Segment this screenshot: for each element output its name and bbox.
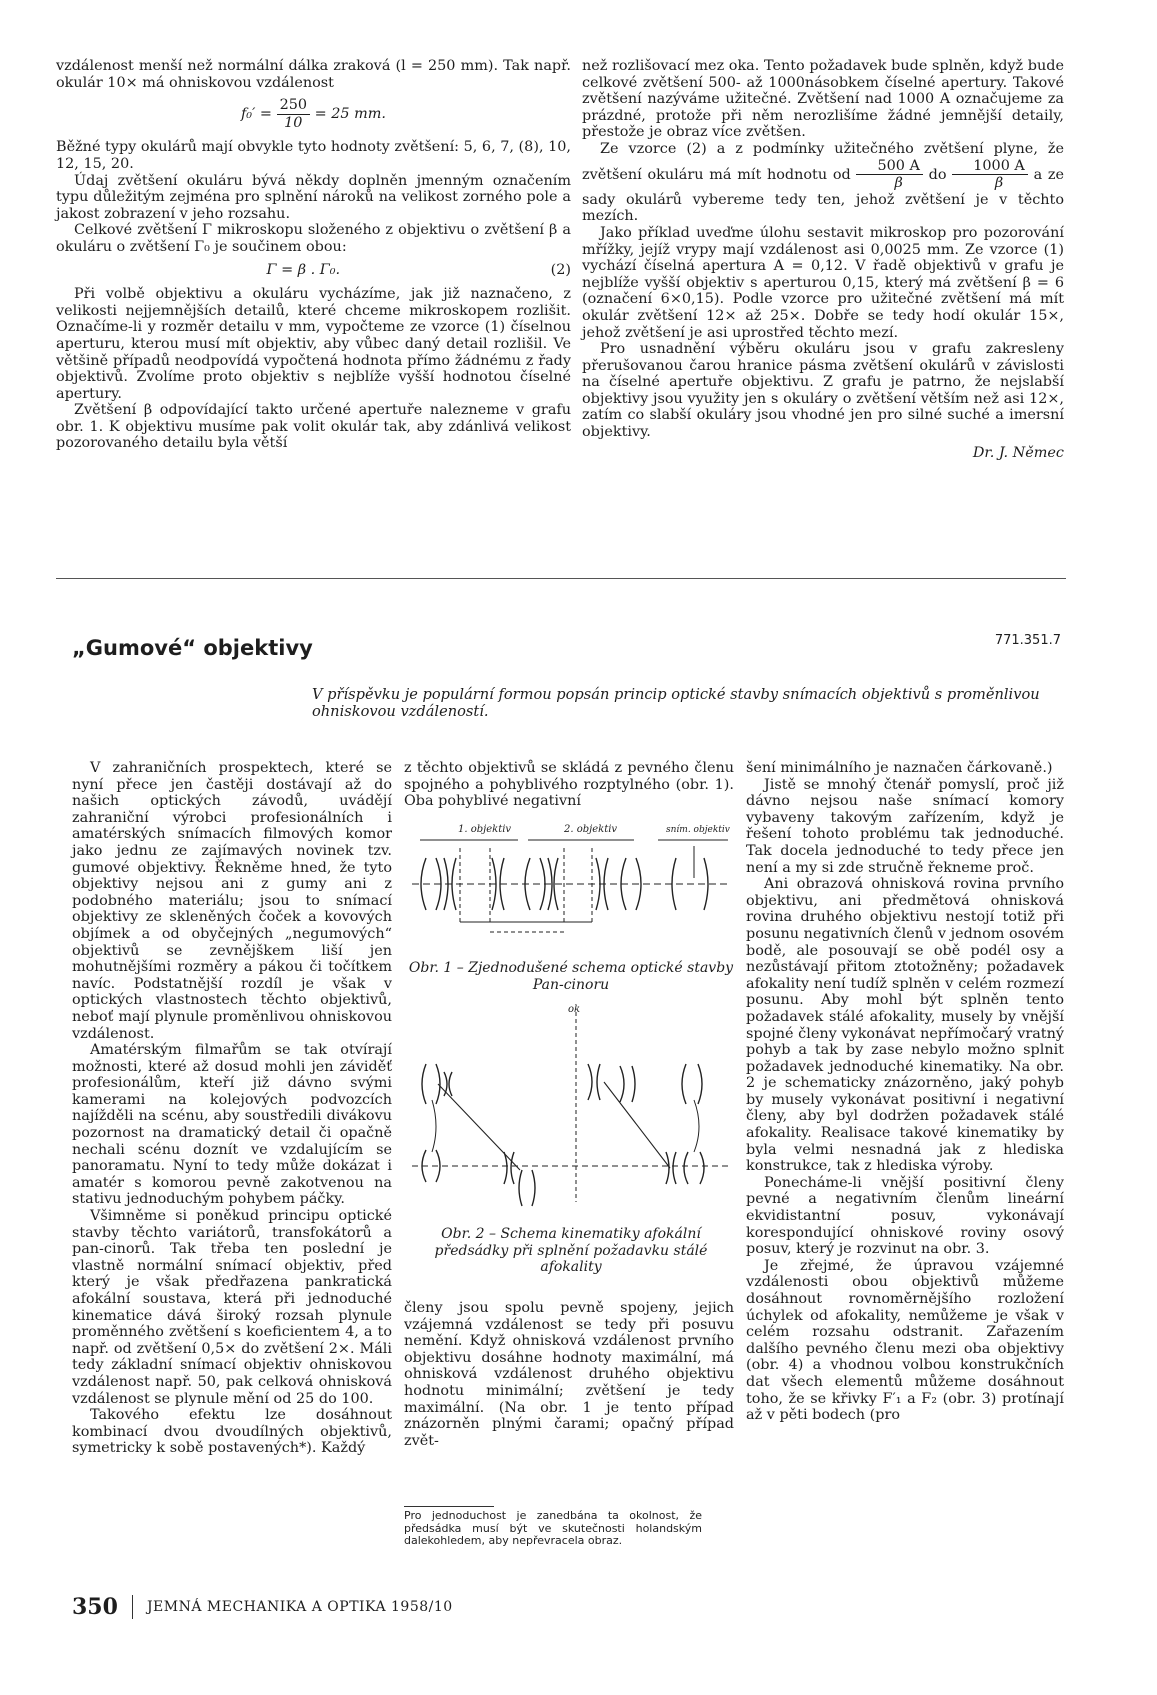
paragraph: členy jsou spolu pevně spojeny, jejich vzájemná vzdálenost se tedy při posuvu nemění. Když ohnisková vzdálenost prvního objektivu dosáhne hodnoty maximální, má ohnisková vzdálenost druhého objektivu hodnotu minimální; zvětšení je tedy maximální. (Na obr. 1 je tento případ znázorněn plnými čarami; opačný případ zvět- bbox=[404, 1300, 734, 1449]
paragraph: Všimněme si poněkud principu optické stavby těchto variátorů, transfokátorů a pan-cinorů. Tak třeba ten poslední je vlastně normální snímací objektiv, před který je však předřazena pankratická afokální soustava, která při jednoduché kinematice dává široký rozsah plynule proměnného zvětšení s koeficientem 4, a to např. od zvětšení 0,5× do zvětšení 2×. Máli tedy základní snímací objektiv ohniskovou vzdálenost např. 50, pak celková ohnisková vzdálenost se plynule mění od 25 do 100. bbox=[72, 1208, 392, 1407]
udc-code: 771.351.7 bbox=[994, 633, 1061, 648]
paragraph: Jistě se mnohý čtenář pomyslí, proč již dávno nejsou naše snímací komory vybaveny takovým zařízením, když je řešení tohoto problému tak jednoduché. Tak docela jednoduché to tedy přece jen není a my si zde stručně řekneme proč. bbox=[746, 776, 1064, 876]
article-abstract: V příspěvku je populární formou popsán princip optické stavby snímacích objektivů s proměnlivou ohniskovou vzdáleností. bbox=[312, 686, 1040, 720]
denominator: 10 bbox=[284, 114, 303, 131]
article-column-2-bottom bbox=[404, 1300, 734, 1449]
footer-divider bbox=[132, 1595, 133, 1619]
paragraph: vzdálenost menší než normální dálka zraková (l = 250 mm). Tak např. okulár 10× má ohniskovou vzdálenost bbox=[56, 58, 571, 91]
figure-2-kinematics-schematic bbox=[408, 1002, 734, 1217]
paragraph: Běžné typy okulárů mají obvykle tyto hodnoty zvětšení: 5, 6, 7, (8), 10, 12, 15, 20. bbox=[56, 139, 571, 172]
formula-lhs: f₀′ = bbox=[240, 106, 272, 123]
figure-1-label-objective-1: 1. objektiv bbox=[458, 824, 512, 835]
article-column-1 bbox=[72, 760, 392, 1457]
paragraph: Amatérským filmařům se tak otvírají možnosti, které až dosud mohli jen záviděť profesionálům, kteří již dávno svými kamerami na kolejových podvozcích najížděli na scénu, aby soustředili divákovu pozornost na dramatický detail či opačně nechali scénu doznít ve vzdalujícím se panoramatu. Nyní to tedy může dokázat i amatér s komorou pevně zakotvenou na stativu jednoduchým pohybem páčky. bbox=[72, 1042, 392, 1208]
top-right-column bbox=[582, 58, 1064, 461]
figure-1-optical-schematic bbox=[408, 818, 734, 953]
figure-2-label: ok bbox=[568, 1004, 581, 1015]
fraction bbox=[952, 158, 1028, 192]
paragraph: Takového efektu lze dosáhnout kombinací dvou dvoudílných objektivů, symetricky k sobě postavených*). Každý bbox=[72, 1407, 392, 1457]
denominator: β bbox=[894, 175, 903, 192]
numerator: 1000 A bbox=[952, 158, 1028, 176]
article-column-3 bbox=[746, 760, 1064, 1424]
footnote-rule bbox=[404, 1506, 494, 1507]
paragraph: Údaj zvětšení okuláru bývá někdy doplněn jmenným označením typu důležitým zejména pro splnění nároků na velikost zorného pole a jakost zobrazení v jeho rozsahu. bbox=[56, 172, 571, 222]
paragraph: z těchto objektivů se skládá z pevného členu spojného a pohyblivého rozptylného (obr. 1). Oba pohyblivé negativní bbox=[404, 760, 734, 810]
paragraph: Je zřejmé, že úpravou vzájemné vzdálenosti obou objektivů můžeme dosáhnout rovnoměrnějšího rozložení úchylek od afokality, nemůžeme je však v celém rozsahu odstranit. Zařazením dalšího pevného členu mezi oba objektivy (obr. 4) a vhodnou volbou konstrukčních dat všech elementů můžeme dosáhnout toho, že se křivky F′₁ a F₂ (obr. 3) protínají až v pěti bodech (pro bbox=[746, 1257, 1064, 1424]
formula-text: Γ = β . Γ₀. bbox=[266, 261, 341, 278]
paragraph: šení minimálního je naznačen čárkovaně.) bbox=[746, 760, 1053, 776]
figure-1-caption: Obr. 1 – Zjednodušené schema optické stavby Pan-cinoru bbox=[408, 960, 734, 993]
article-title: „Gumové“ objektivy bbox=[72, 636, 313, 660]
paragraph: než rozlišovací mez oka. Tento požadavek bude splněn, když bude celkové zvětšení 500- až 1000násobkem číselné apertury. Takové zvětšení nazýváme užitečné. Zvětšení nad 1000 A označujeme za prázdné, protože při něm nerozlišíme žádné jemnější detaily, přestože je obraz více zvětšen. bbox=[582, 58, 1064, 141]
paragraph: Ponecháme-li vnější positivní členy pevné a negativním členům lineární ekvidistantní posuv, vykonávají korespondující ohniskové roviny osový posuv, který je rozvinut na obr. 3. bbox=[746, 1174, 1064, 1258]
paragraph: Ani obrazová ohnisková rovina prvního objektivu, ani předmětová ohnisková rovina druhého objektivu nestojí totiž při posunu negativních členů v jednom osovém bodě, ale posouvají se obě podél osy a nezůstávají přitom ztotožněny; požadavek afokality není tudíž splněn v celém rozmezí posunu. Aby mohl být splněn tento požadavek stálé afokality, musely by vnější spojné členy vykonávat nepřímočarý vratný pohyb a tak by zase nebylo možno splnit požadavek jednoduché kinematiky. Na obr. 2 je schematicky znázorněno, jaký pohyb by musely vykonávat positivní i negativní členy, aby byl dodržen požadavek stálé afokality. Realisace takové kinematiky by byla velmi nesnadná jak z hlediska konstrukce, tak z hlediska výroby. bbox=[746, 876, 1064, 1175]
paragraph: Celkové zvětšení Γ mikroskopu složeného z objektivu o zvětšení β a okuláru o zvětšení Γ₀ je součinem obou: bbox=[56, 222, 571, 255]
section-divider bbox=[56, 578, 1066, 579]
author-signature: Dr. J. Němec bbox=[972, 444, 1064, 461]
fraction bbox=[277, 97, 310, 131]
figure-2-caption: Obr. 2 – Schema kinematiky afokální předsádky při splnění požadavku stálé afokality bbox=[434, 1226, 708, 1275]
paragraph: Jako příklad uveďme úlohu sestavit mikroskop pro pozorování mřížky, jejíž vrypy mají vzdálenost asi 0,0025 mm. Ze vzorce (1) vychází číselná apertura A = 0,12. V řadě objektivů v grafu je nejblíže vyšší objektiv s aperturou 0,15, který má zvětšení β = 6 (označení 6×0,15). Podle vzorce pro užitečné zvětšení má mít okulár zvětšení 12× až 25×. Dobře se tedy hodí okulár 15×, jehož zvětšení je asi uprostřed těchto mezí. bbox=[582, 224, 1064, 341]
fraction-joiner: do bbox=[928, 166, 947, 183]
paragraph: Zvětšení β odpovídající takto určené apertuře nalezneme v grafu obr. 1. K objektivu musíme pak volit okulár tak, aby zdánlivá velikost pozorovaného detailu byla větší bbox=[56, 402, 571, 452]
paragraph-part: Ze vzorce (2) a z podmínky užitečného zvětšení plyne, že zvětšení okuláru má mít hodnotu od bbox=[582, 140, 1064, 183]
top-left-column bbox=[56, 58, 571, 452]
formula-focal-length bbox=[56, 97, 571, 131]
formula-rhs: = 25 mm. bbox=[314, 106, 386, 123]
fraction bbox=[856, 158, 922, 192]
paragraph: Při volbě objektivu a okuláru vycházíme, jak již naznačeno, z velikosti nejjemnějších detailů, které chceme mikroskopem rozlišit. Označíme-li y rozměr detailu v mm, vypočteme ze vzorce (1) číselnou aperturu, kterou musí mít objektiv, aby vůbec daný detail rozlišil. Ve většině případů neodpovídá vypočtená hodnota přímo žádnému z řady objektivů. Zvolíme proto objektiv s nejblíže vyšší hodnotou číselné apertury. bbox=[56, 286, 571, 402]
formula-magnification bbox=[56, 262, 571, 279]
footnote: Pro jednoduchost je zanedbána ta okolnost, že předsádka musí být ve skutečnosti holandským dalekohledem, aby nepřevracela obraz. bbox=[404, 1509, 702, 1547]
journal-title: JEMNÁ MECHANIKA A OPTIKA 1958/10 bbox=[146, 1599, 453, 1615]
paragraph-part: a ze sady okulárů vybereme tedy ten, jehož zvětšení je v těchto mezích. bbox=[582, 166, 1064, 225]
article-column-2-top bbox=[404, 760, 734, 810]
page-footer bbox=[72, 1594, 453, 1620]
figure-1-label-objective-2: 2. objektiv bbox=[564, 824, 618, 835]
numerator: 500 A bbox=[856, 158, 922, 176]
equation-number: (2) bbox=[550, 261, 571, 278]
paragraph: Pro usnadnění výběru okuláru jsou v grafu zakresleny přerušovanou čarou hranice pásma zvětšení okulárů v závislosti na číselné apertuře objektivu. Z grafu je patrno, že nejslabší objektivy jsou využity jen s okuláry o zvětšení větším než asi 12×, zatím co slabší okuláry jsou vhodné jen pro silné suché a imersní objektivy. bbox=[582, 341, 1064, 441]
paragraph bbox=[582, 141, 1064, 225]
numerator: 250 bbox=[277, 97, 310, 115]
page-number: 350 bbox=[72, 1594, 118, 1620]
paragraph: V zahraničních prospektech, které se nyní přece jen častěji dostávají až do našich optických závodů, uvádějí zahraniční výrobci profesionálních i amatérských snímacích filmových komor jako jednu ze zajímavých novinek tzv. gumové objektivy. Řekněme hned, že tyto objektivy nejsou ani z gumy ani z podobného materiálu; jsou to snímací objektivy ze skleněných čoček a kovových objímek a od obyčejných „negumových“ objektivů se zevnějškem liší jen mohutnějšími rozměry a pákou či točítkem navíc. Podstatnější rozdíl je však v optických vlastnostech těchto objektivů, neboť mají plynule proměnlivou ohniskovou vzdálenost. bbox=[72, 760, 392, 1042]
figure-1-label-taking-objective: sním. objektiv bbox=[666, 825, 730, 835]
denominator: β bbox=[994, 175, 1004, 192]
